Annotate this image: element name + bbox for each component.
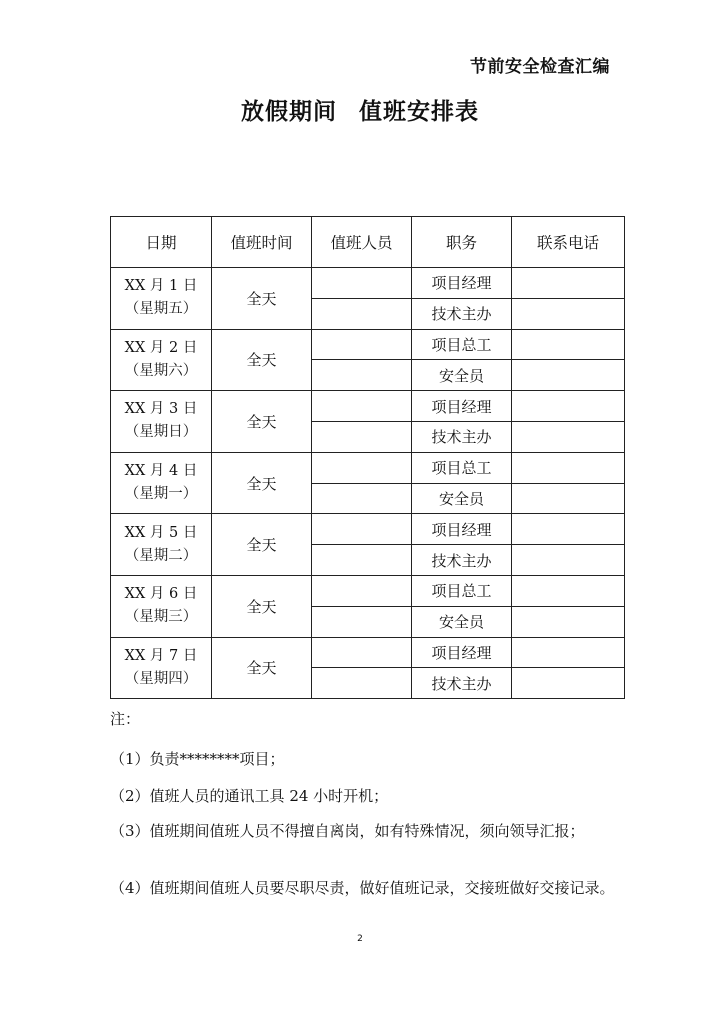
date-text: XX 月 6 日 bbox=[124, 586, 198, 603]
column-header-position: 职务 bbox=[412, 217, 512, 268]
table-row bbox=[111, 514, 625, 545]
phone-cell bbox=[512, 268, 625, 299]
document-series-title: 节前安全检查汇编 bbox=[470, 57, 610, 77]
table-row bbox=[111, 452, 625, 483]
duty-time-cell: 全天 bbox=[212, 391, 312, 453]
date-cell bbox=[111, 268, 212, 330]
duty-staff-cell bbox=[312, 391, 412, 422]
date-text: XX 月 7 日 bbox=[124, 647, 198, 664]
position-cell: 项目经理 bbox=[412, 637, 512, 668]
note-item: （4）值班期间值班人员要尽职尽责，做好值班记录，交接班做好交接记录。 bbox=[110, 879, 615, 897]
position-cell: 技术主办 bbox=[412, 298, 512, 329]
phone-cell bbox=[512, 391, 625, 422]
date-text: XX 月 5 日 bbox=[124, 524, 198, 541]
date-cell bbox=[111, 329, 212, 391]
page-number: 2 bbox=[357, 934, 363, 944]
position-cell: 技术主办 bbox=[412, 668, 512, 699]
table-row bbox=[111, 391, 625, 422]
phone-cell bbox=[512, 483, 625, 514]
duty-staff-cell bbox=[312, 329, 412, 360]
duty-staff-cell bbox=[312, 545, 412, 576]
position-cell: 技术主办 bbox=[412, 545, 512, 576]
table-row bbox=[111, 329, 625, 360]
duty-staff-cell bbox=[312, 606, 412, 637]
position-cell: 项目总工 bbox=[412, 452, 512, 483]
phone-cell bbox=[512, 298, 625, 329]
table-row bbox=[111, 268, 625, 299]
note-item: （2）值班人员的通讯工具 24 小时开机； bbox=[110, 787, 389, 805]
position-cell: 项目经理 bbox=[412, 268, 512, 299]
phone-cell bbox=[512, 514, 625, 545]
phone-cell bbox=[512, 545, 625, 576]
duty-time-cell: 全天 bbox=[212, 329, 312, 391]
column-header-duty-staff: 值班人员 bbox=[312, 217, 412, 268]
phone-cell bbox=[512, 421, 625, 452]
note-item: （3）值班期间值班人员不得擅自离岗，如有特殊情况，须向领导汇报； bbox=[110, 822, 585, 840]
position-cell: 项目总工 bbox=[412, 575, 512, 606]
date-text: XX 月 2 日 bbox=[124, 339, 198, 356]
phone-cell bbox=[512, 637, 625, 668]
duty-time-cell: 全天 bbox=[212, 575, 312, 637]
date-cell bbox=[111, 391, 212, 453]
date-text: XX 月 1 日 bbox=[124, 278, 198, 295]
date-cell bbox=[111, 637, 212, 699]
position-cell: 安全员 bbox=[412, 360, 512, 391]
date-cell bbox=[111, 575, 212, 637]
date-cell bbox=[111, 452, 212, 514]
weekday-text: （星期日） bbox=[124, 424, 198, 441]
position-cell: 项目总工 bbox=[412, 329, 512, 360]
duty-staff-cell bbox=[312, 421, 412, 452]
duty-staff-cell bbox=[312, 452, 412, 483]
duty-staff-cell bbox=[312, 668, 412, 699]
table-row bbox=[111, 637, 625, 668]
column-header-date: 日期 bbox=[111, 217, 212, 268]
date-text: XX 月 3 日 bbox=[124, 401, 198, 418]
title-part-2: 值班安排表 bbox=[359, 99, 479, 125]
column-header-duty-time: 值班时间 bbox=[212, 217, 312, 268]
position-cell: 技术主办 bbox=[412, 421, 512, 452]
duty-staff-cell bbox=[312, 298, 412, 329]
table-header-row bbox=[111, 217, 625, 268]
table-body bbox=[111, 268, 625, 699]
position-cell: 项目经理 bbox=[412, 391, 512, 422]
duty-time-cell: 全天 bbox=[212, 268, 312, 330]
note-item: （1）负责********项目； bbox=[110, 750, 285, 768]
position-cell: 项目经理 bbox=[412, 514, 512, 545]
duty-staff-cell bbox=[312, 360, 412, 391]
duty-staff-cell bbox=[312, 514, 412, 545]
date-cell bbox=[111, 514, 212, 576]
position-cell: 安全员 bbox=[412, 483, 512, 514]
column-header-phone: 联系电话 bbox=[512, 217, 625, 268]
duty-staff-cell bbox=[312, 575, 412, 606]
weekday-text: （星期二） bbox=[124, 547, 198, 564]
duty-staff-cell bbox=[312, 268, 412, 299]
phone-cell bbox=[512, 668, 625, 699]
position-cell: 安全员 bbox=[412, 606, 512, 637]
weekday-text: （星期三） bbox=[124, 609, 198, 626]
phone-cell bbox=[512, 360, 625, 391]
phone-cell bbox=[512, 606, 625, 637]
title-part-1: 放假期间 bbox=[241, 99, 337, 125]
phone-cell bbox=[512, 329, 625, 360]
date-text: XX 月 4 日 bbox=[124, 463, 198, 480]
duty-schedule-table bbox=[110, 216, 625, 699]
weekday-text: （星期一） bbox=[124, 486, 198, 503]
phone-cell bbox=[512, 452, 625, 483]
duty-staff-cell bbox=[312, 637, 412, 668]
page-title bbox=[0, 93, 720, 126]
duty-staff-cell bbox=[312, 483, 412, 514]
weekday-text: （星期六） bbox=[124, 362, 198, 379]
weekday-text: （星期五） bbox=[124, 301, 198, 318]
notes-heading: 注： bbox=[110, 710, 141, 728]
duty-time-cell: 全天 bbox=[212, 637, 312, 699]
weekday-text: （星期四） bbox=[124, 670, 198, 687]
duty-time-cell: 全天 bbox=[212, 514, 312, 576]
phone-cell bbox=[512, 575, 625, 606]
duty-time-cell: 全天 bbox=[212, 452, 312, 514]
table-row bbox=[111, 575, 625, 606]
